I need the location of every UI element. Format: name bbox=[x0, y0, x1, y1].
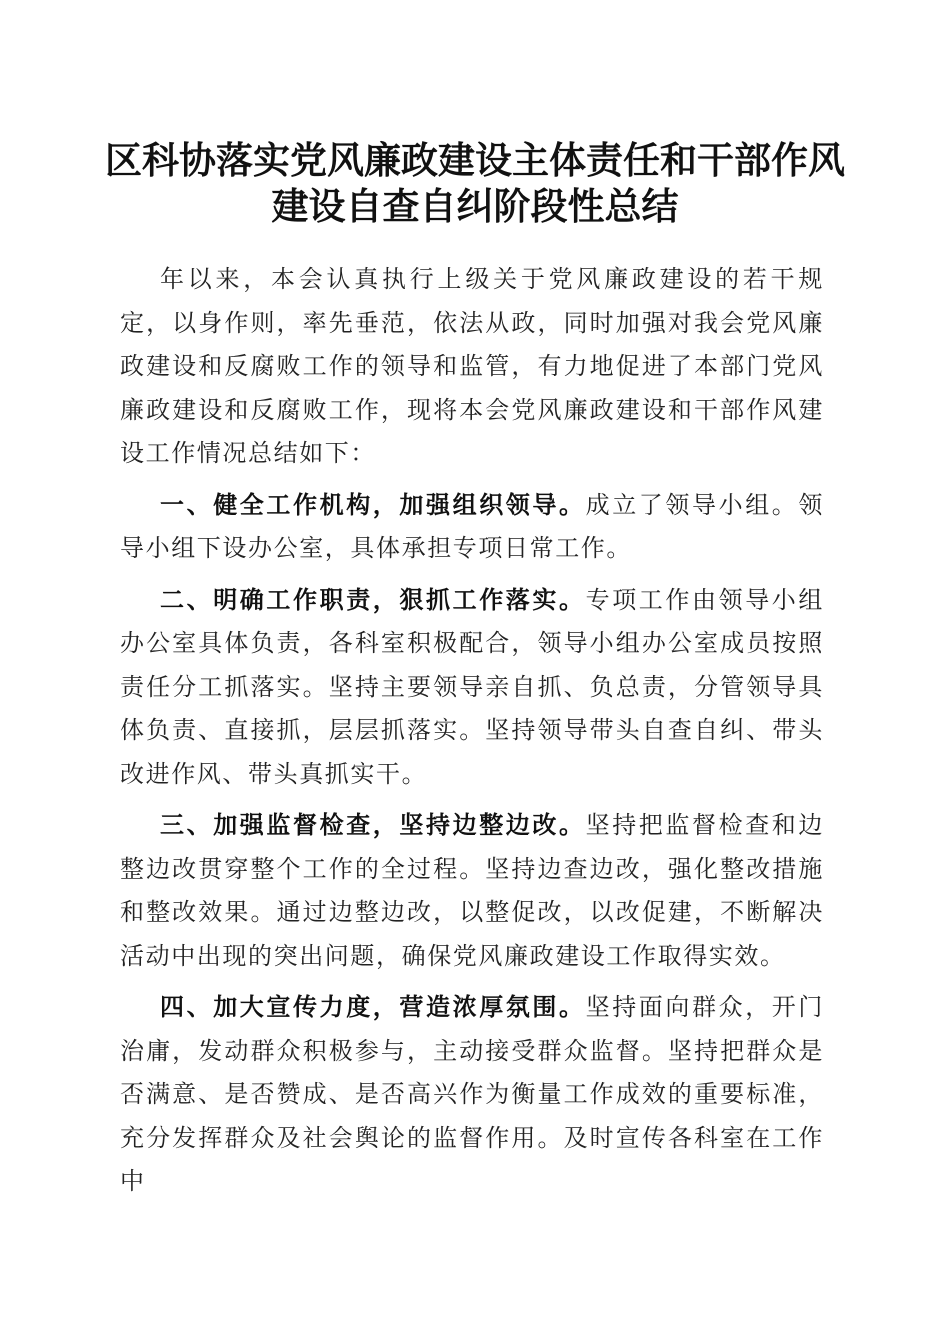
paragraph-heading: 一、健全工作机构，加强组织领导。 bbox=[160, 490, 586, 519]
section-2-paragraph bbox=[120, 579, 824, 797]
paragraph-text: 成立了领导小组。领导小组下设办公室，具体承担专项日常工作。 bbox=[120, 490, 824, 562]
section-4-paragraph bbox=[120, 986, 824, 1204]
paragraph-text: 年以来，本会认真执行上级关于党风廉政建设的若干规定，以身作则，率先垂范，依法从政，同时加强对我会党风廉政建设和反腐败工作的领导和监管，有力地促进了本部门党风廉政建设和反腐败工作，现将本会党风廉政建设和干部作风建设工作情况总结如下： bbox=[120, 265, 824, 467]
paragraph-text: 坚持面向群众，开门治庸，发动群众积极参与，主动接受群众监督。坚持把群众是否满意、是否赞成、是否高兴作为衡量工作成效的重要标准，充分发挥群众及社会舆论的监督作用。及时宣传各科室在工作中 bbox=[120, 993, 824, 1195]
document-body bbox=[120, 258, 824, 1212]
paragraph-text: 坚持把监督检查和边整边改贯穿整个工作的全过程。坚持边查边改，强化整改措施和整改效果。通过边整边改，以整促改，以改促建，不断解决活动中出现的突出问题，确保党风廉政建设工作取得实效。 bbox=[120, 811, 824, 970]
document-title-line-2: 建设自查自纠阶段性总结 bbox=[271, 184, 679, 228]
paragraph-heading: 二、明确工作职责，狠抓工作落实。 bbox=[160, 585, 586, 614]
document-title-line-1: 区科协落实党风廉政建设主体责任和干部作风 bbox=[105, 138, 845, 182]
section-1-paragraph bbox=[120, 484, 824, 571]
intro-paragraph bbox=[120, 258, 824, 476]
paragraph-heading: 四、加大宣传力度，营造浓厚氛围。 bbox=[160, 993, 586, 1021]
paragraph-text: 专项工作由领导小组办公室具体负责，各科室积极配合，领导小组办公室成员按照责任分工抓落实。坚持主要领导亲自抓、负总责，分管领导具体负责、直接抓，层层抓落实。坚持领导带头自查自纠、带头改进作风、带头真抓实干。 bbox=[120, 585, 824, 788]
paragraph-heading: 三、加强监督检查，坚持边整边改。 bbox=[160, 811, 586, 839]
section-3-paragraph bbox=[120, 804, 824, 978]
